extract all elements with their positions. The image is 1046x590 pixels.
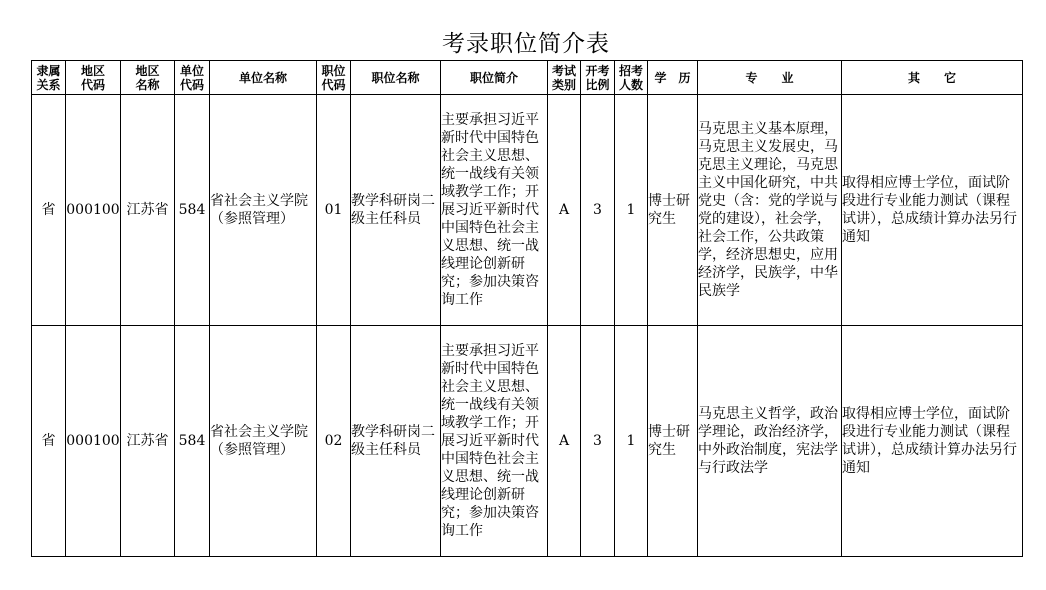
header-count: 招考 人数 — [615, 61, 648, 95]
cell-unit-name: 省社会主义学院（参照管理） — [210, 326, 317, 557]
cell-region-name: 江苏省 — [121, 326, 175, 557]
cell-ratio: 3 — [581, 95, 615, 326]
table-row — [32, 326, 1023, 557]
cell-other: 取得相应博士学位，面试阶段进行专业能力测试（课程试讲），总成绩计算办法另行通知 — [842, 326, 1023, 557]
cell-region-code: 000100 — [66, 95, 121, 326]
cell-ratio: 3 — [581, 326, 615, 557]
cell-other: 取得相应博士学位，面试阶段进行专业能力测试（课程试讲），总成绩计算办法另行通知 — [842, 95, 1023, 326]
cell-exam-type: A — [548, 326, 581, 557]
cell-position-code: 02 — [317, 326, 351, 557]
header-other: 其 它 — [842, 61, 1023, 95]
cell-position-name: 教学科研岗二级主任科员 — [351, 326, 441, 557]
cell-position-name: 教学科研岗二级主任科员 — [351, 95, 441, 326]
cell-region-name: 江苏省 — [121, 95, 175, 326]
header-major: 专 业 — [698, 61, 842, 95]
cell-count: 1 — [615, 95, 648, 326]
header-affiliation: 隶属 关系 — [32, 61, 66, 95]
cell-count: 1 — [615, 326, 648, 557]
header-position-code: 职位 代码 — [317, 61, 351, 95]
cell-affiliation: 省 — [32, 95, 66, 326]
header-unit-name: 单位名称 — [210, 61, 317, 95]
cell-education: 博士研究生 — [648, 95, 698, 326]
cell-affiliation: 省 — [32, 326, 66, 557]
header-region-code: 地区 代码 — [66, 61, 121, 95]
table-row — [32, 95, 1023, 326]
header-education: 学 历 — [648, 61, 698, 95]
job-table — [31, 60, 1023, 557]
header-row — [32, 61, 1023, 95]
cell-unit-code: 584 — [175, 95, 210, 326]
cell-major: 马克思主义哲学，政治学理论，政治经济学，中外政治制度，宪法学与行政法学 — [698, 326, 842, 557]
cell-major: 马克思主义基本原理，马克思主义发展史，马克思主义理论，马克思主义中国化研究，中共党史（含：党的学说与党的建设），社会学，社会工作，公共政策学，经济思想史，应用经济学，民族学，中华民族学 — [698, 95, 842, 326]
cell-position-intro: 主要承担习近平新时代中国特色社会主义思想、统一战线有关领域教学工作；开展习近平新时代中国特色社会主义思想、统一战线理论创新研究；参加决策咨询工作 — [441, 326, 548, 557]
header-ratio: 开考 比例 — [581, 61, 615, 95]
cell-region-code: 000100 — [66, 326, 121, 557]
cell-unit-name: 省社会主义学院（参照管理） — [210, 95, 317, 326]
cell-position-code: 01 — [317, 95, 351, 326]
cell-exam-type: A — [548, 95, 581, 326]
cell-position-intro: 主要承担习近平新时代中国特色社会主义思想、统一战线有关领域教学工作；开展习近平新时代中国特色社会主义思想、统一战线理论创新研究；参加决策咨询工作 — [441, 95, 548, 326]
header-region-name: 地区 名称 — [121, 61, 175, 95]
header-unit-code: 单位 代码 — [175, 61, 210, 95]
cell-unit-code: 584 — [175, 326, 210, 557]
cell-education: 博士研究生 — [648, 326, 698, 557]
header-position-name: 职位名称 — [351, 61, 441, 95]
page-title: 考录职位简介表 — [442, 31, 610, 57]
header-position-intro: 职位简介 — [441, 61, 548, 95]
header-exam-type: 考试 类别 — [548, 61, 581, 95]
